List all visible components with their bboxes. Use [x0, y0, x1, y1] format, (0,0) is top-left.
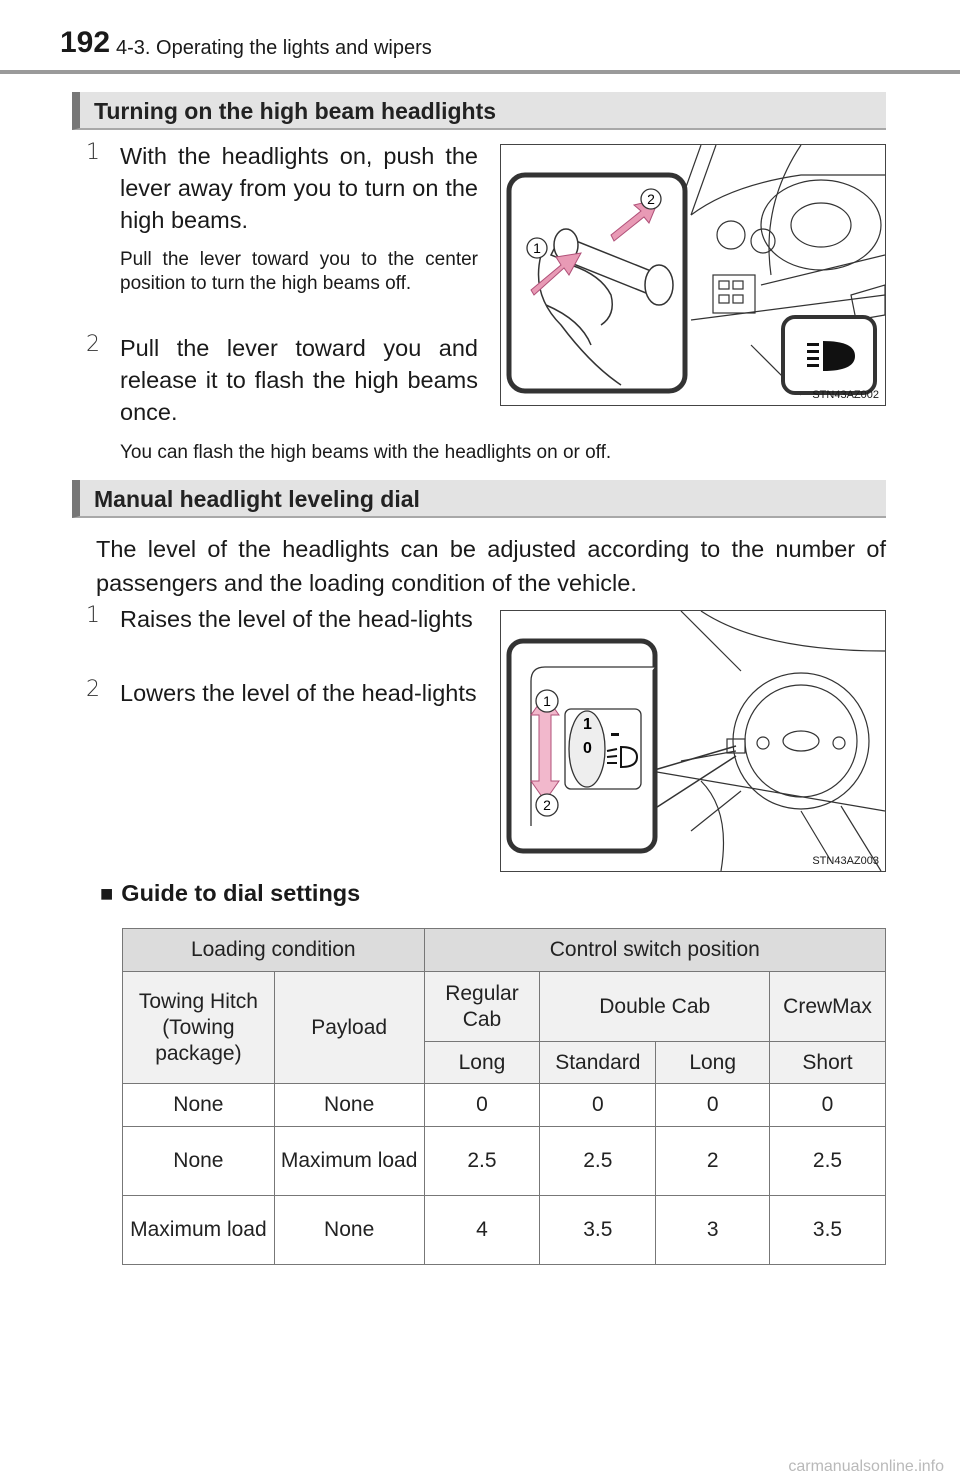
dial-mark-1: 1	[583, 716, 592, 733]
callout-1-label: 1	[543, 693, 551, 709]
table-row	[123, 1084, 886, 1127]
table-subheader-row	[123, 972, 886, 1042]
intro-paragraph: The level of the headlights can be adjusted according to the number of passengers and the loading condition of the vehicle.	[96, 536, 886, 596]
table-header-cell: Double Cab	[540, 972, 770, 1042]
table-row	[123, 1196, 886, 1265]
table-header-cell: Regular Cab	[424, 972, 540, 1042]
table-cell: None	[123, 1084, 275, 1127]
header-divider	[0, 70, 960, 74]
leveling-dial-illustration	[501, 611, 885, 871]
table-row	[123, 1127, 886, 1196]
figure-code: STN43AZ003	[812, 855, 879, 867]
table-header-cell: Control switch position	[424, 929, 885, 972]
table-cell: 2.5	[424, 1127, 540, 1196]
steering-wheel-drawing	[651, 611, 885, 871]
table-cell: 4	[424, 1196, 540, 1265]
step-note: Pull the lever toward you to the center position to turn the high beams off.	[120, 249, 478, 294]
table-cell: 3.5	[540, 1196, 656, 1265]
step-number: 2	[86, 677, 100, 702]
table-cell: Maximum load	[123, 1196, 275, 1265]
page-number: 192	[60, 26, 111, 59]
table-cell: 0	[540, 1084, 656, 1127]
guide-title: Guide to dial settings	[121, 880, 361, 906]
high-beam-lever-illustration	[501, 145, 885, 405]
table-cell: 0	[656, 1084, 770, 1127]
step-text: Raises the level of the head-lights	[120, 606, 473, 632]
leveling-dial-figure	[500, 610, 886, 872]
pointer-line	[651, 746, 736, 771]
step-text: Lowers the level of the head-lights	[120, 680, 477, 706]
table-header-cell: CrewMax	[770, 972, 886, 1042]
square-bullet-icon: ■	[100, 881, 114, 906]
dial-settings-table	[122, 928, 886, 1265]
figure-code: STN43AZ002	[812, 389, 879, 401]
step-number: 1	[86, 140, 100, 165]
callout-1-label: 1	[533, 240, 541, 256]
table-cell: None	[274, 1084, 424, 1127]
table-header-row	[123, 929, 886, 972]
section-heading-text: Manual headlight leveling dial	[94, 486, 420, 512]
table-header-cell: Standard	[540, 1042, 656, 1084]
table-header-cell: Long	[656, 1042, 770, 1084]
table-cell: 0	[424, 1084, 540, 1127]
step-text: Pull the lever toward you and release it to flash the high beams once.	[120, 335, 478, 425]
table-cell: 3	[656, 1196, 770, 1265]
table-cell: 2	[656, 1127, 770, 1196]
table-cell: 2.5	[540, 1127, 656, 1196]
step-number: 1	[86, 603, 100, 628]
watermark: carmanualsonline.info	[788, 1458, 944, 1475]
table-cell: None	[274, 1196, 424, 1265]
table-header-cell: Payload	[274, 972, 424, 1084]
table-cell: None	[123, 1127, 275, 1196]
table-cell: 0	[770, 1084, 886, 1127]
high-beam-lever-figure	[500, 144, 886, 406]
table-cell: 3.5	[770, 1196, 886, 1265]
callout-2-label: 2	[543, 797, 551, 813]
section-heading-high-beam	[72, 92, 886, 130]
step-text: With the headlights on, push the lever away from you to turn on the high beams.	[120, 143, 478, 233]
footnote: You can flash the high beams with the headlights on or off.	[120, 442, 612, 463]
table-header-cell: Loading condition	[123, 929, 425, 972]
table-cell: Maximum load	[274, 1127, 424, 1196]
table-header-cell: Short	[770, 1042, 886, 1084]
chapter-title: 4-3. Operating the lights and wipers	[116, 37, 432, 59]
dial-mark-0: 0	[583, 740, 592, 757]
table-cell: 2.5	[770, 1127, 886, 1196]
guide-subheading	[100, 880, 360, 907]
section-heading-text: Turning on the high beam headlights	[94, 98, 497, 124]
section-heading-leveling-dial	[72, 480, 886, 518]
callout-2-label: 2	[647, 191, 655, 207]
step-number: 2	[86, 332, 100, 357]
table-header-cell: Towing Hitch (Towing package)	[123, 972, 275, 1084]
table-header-cell: Long	[424, 1042, 540, 1084]
